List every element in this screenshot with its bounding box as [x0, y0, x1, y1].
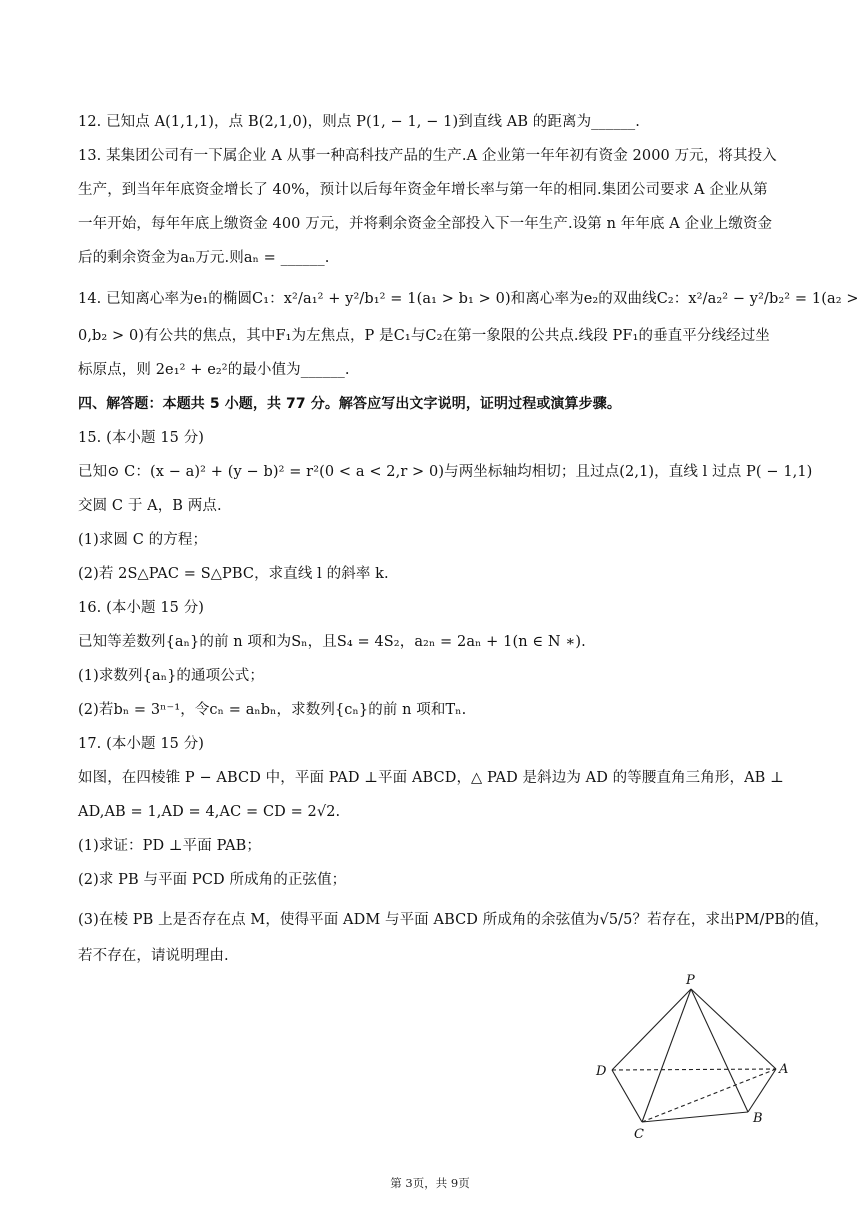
edge-PC: [642, 989, 691, 1122]
section-heading: 四、解答题：本题共 5 小题，共 77 分。解答应写出文字说明，证明过程或演算步骤。: [78, 396, 621, 412]
edge-PB: [691, 989, 748, 1112]
edge-CB: [642, 1112, 748, 1122]
question-16-part-2: (2)若bₙ = 3ⁿ⁻¹，令cₙ = aₙbₙ，求数列{cₙ}的前 n 项和Tₙ.: [78, 702, 467, 718]
label-D: D: [596, 1064, 607, 1079]
question-16-line-1: 已知等差数列{aₙ}的前 n 项和为Sₙ，且S₄ = 4S₂，a₂ₙ = 2aₙ + 1(n ∈ N ∗).: [78, 634, 586, 650]
question-14-line-1: 14. 已知离心率为e₁的椭圆C₁：x²/a₁² + y²/b₁² = 1(a₁ > b₁ > 0)和离心率为e₂的双曲线C₂：x²/a₂² − y²/b₂² = 1(a₂ >: [78, 291, 859, 307]
question-15-part-2: (2)若 2S△PAC = S△PBC，求直线 l 的斜率 k.: [78, 566, 389, 582]
question-12: 12. 已知点 A(1,1,1)，点 B(2,1,0)，则点 P(1, − 1, − 1)到直线 AB 的距离为______.: [78, 114, 640, 130]
label-B: B: [753, 1111, 763, 1126]
question-15-line-1: 已知⊙ C：(x − a)² + (y − b)² = r²(0 < a < 2,r > 0)与两坐标轴均相切；且过点(2,1)，直线 l 过点 P( − 1,1): [78, 464, 813, 480]
question-17-part-1: (1)求证：PD ⊥平面 PAB；: [78, 838, 262, 854]
edge-PD: [612, 989, 691, 1070]
label-A: A: [779, 1062, 789, 1077]
question-15-header: 15. (本小题 15 分): [78, 430, 205, 446]
question-17-header: 17. (本小题 15 分): [78, 736, 205, 752]
question-13-line-1: 13. 某集团公司有一下属企业 A 从事一种高科技产品的生产.A 企业第一年年初有资金 2000 万元，将其投入: [78, 148, 777, 164]
page-footer: 第 3页，共 9页: [390, 1176, 470, 1190]
question-14-line-3: 标原点，则 2e₁² + e₂²的最小值为______.: [78, 362, 350, 378]
label-P: P: [686, 973, 695, 988]
pyramid-figure: [590, 972, 800, 1142]
edge-DC: [612, 1070, 642, 1122]
edge-PA: [691, 989, 776, 1069]
edge-DA-hidden: [612, 1069, 776, 1070]
question-17-part-2: (2)求 PB 与平面 PCD 所成角的正弦值；: [78, 872, 347, 888]
question-17-part-3-cont: 若不存在，请说明理由.: [78, 948, 229, 964]
question-17-line-1: 如图，在四棱锥 P − ABCD 中，平面 PAD ⊥平面 ABCD，△ PAD 是斜边为 AD 的等腰直角三角形，AB ⊥: [78, 770, 784, 786]
question-16-header: 16. (本小题 15 分): [78, 600, 205, 616]
question-13-line-2: 生产，到当年年底资金增长了 40%，预计以后每年资金年增长率与第一年的相同.集团公司要求 A 企业从第: [78, 182, 768, 198]
label-C: C: [634, 1127, 644, 1142]
edge-BA: [748, 1069, 776, 1112]
question-15-part-1: (1)求圆 C 的方程；: [78, 532, 208, 548]
question-16-part-1: (1)求数列{aₙ}的通项公式；: [78, 668, 265, 684]
question-17-part-3: (3)在棱 PB 上是否存在点 M，使得平面 ADM 与平面 ABCD 所成角的余弦值为√5/5？若存在，求出PM/PB的值，: [78, 912, 829, 928]
question-13-line-3: 一年开始，每年年底上缴资金 400 万元，并将剩余资金全部投入下一年生产.设第 n 年年底 A 企业上缴资金: [78, 216, 773, 232]
question-17-line-2: AD,AB = 1,AD = 4,AC = CD = 2√2.: [78, 804, 341, 820]
question-15-line-2: 交圆 C 于 A，B 两点.: [78, 498, 222, 514]
question-13-line-4: 后的剩余资金为aₙ万元.则aₙ = ______.: [78, 250, 330, 266]
question-14-line-2: 0,b₂ > 0)有公共的焦点，其中F₁为左焦点，P 是C₁与C₂在第一象限的公共点.线段 PF₁的垂直平分线经过坐: [78, 328, 770, 344]
